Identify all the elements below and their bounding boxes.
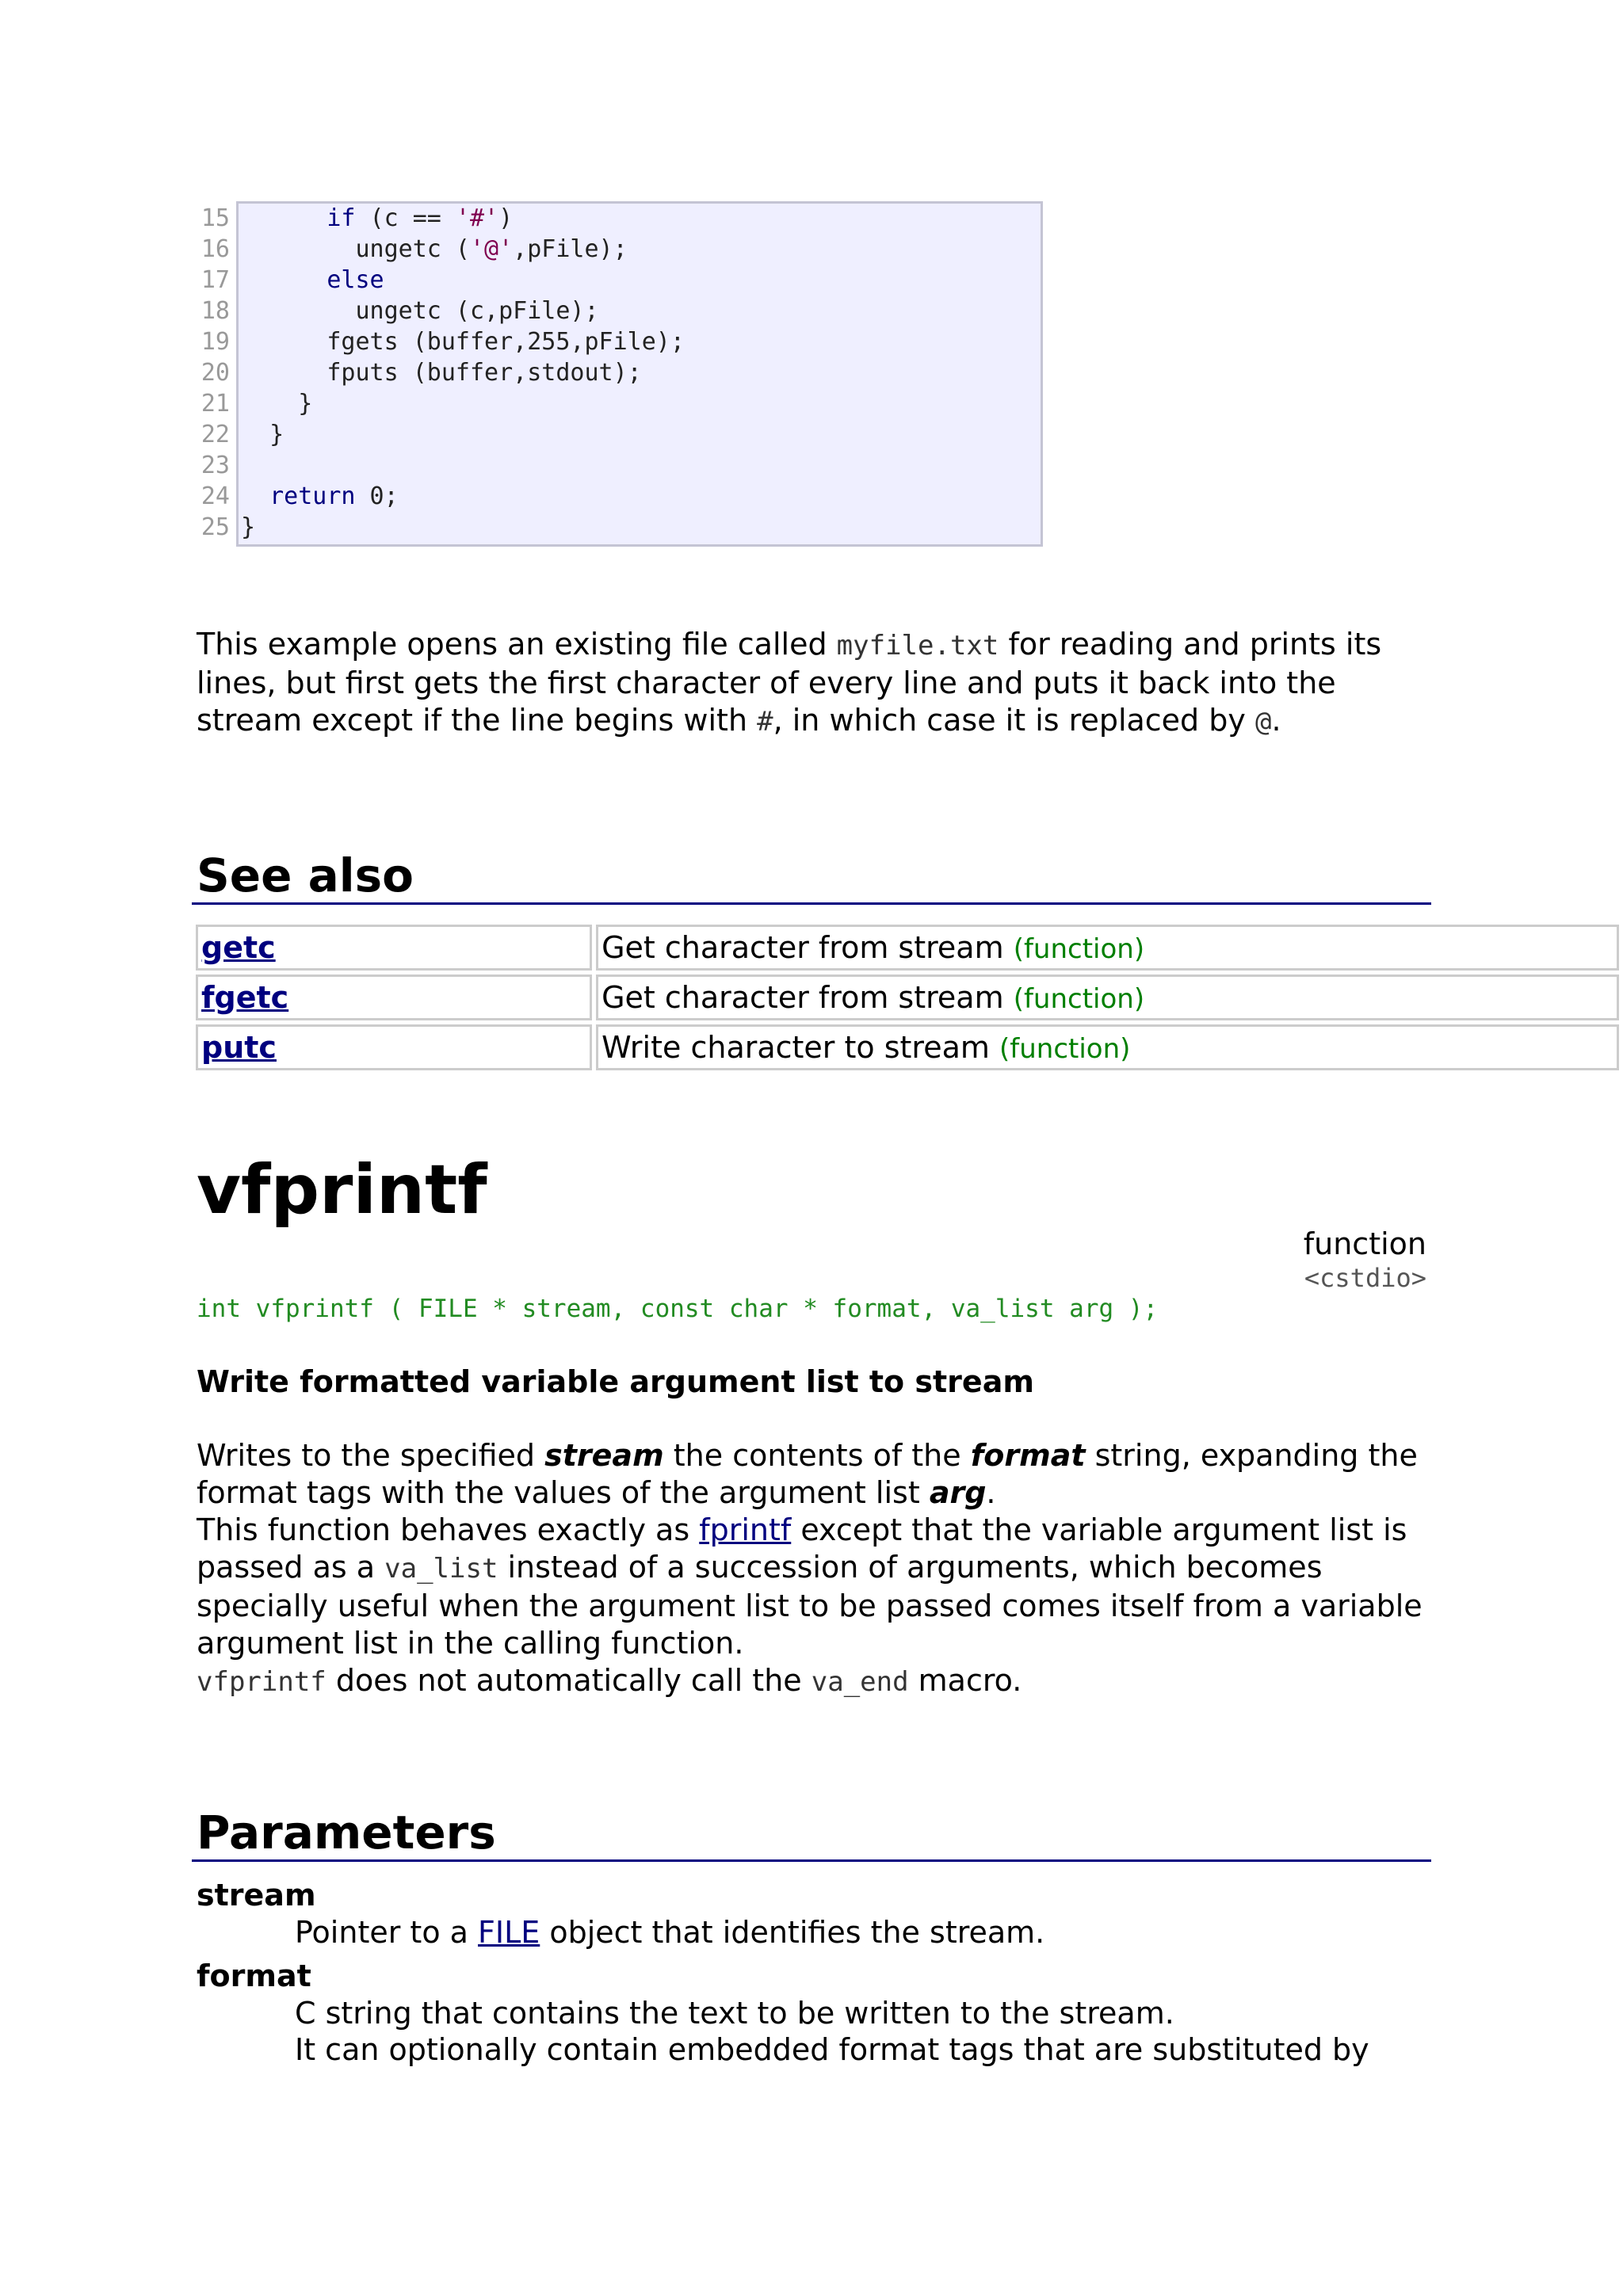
function-summary: Write formatted variable argument list to stream [197,1364,1034,1399]
row-type: (function) [1013,983,1145,1015]
function-description [197,1437,1433,1701]
row-desc: Get character from stream [601,930,1004,965]
table-row [196,974,1619,1020]
row-type: (function) [1013,933,1145,965]
function-prototype: int vfprintf ( FILE * stream, const char * format, va_list arg ); [197,1295,1159,1323]
line-number: 25 [200,513,230,541]
see-also-heading: See also [197,849,414,902]
param-format-name: format [197,1958,311,1993]
line-number: 16 [200,235,230,263]
param-stream-name: stream [197,1878,316,1913]
header-name: <cstdio> [1304,1263,1426,1293]
param-stream-desc: Pointer to a FILE object that identifies the stream. [295,1915,1045,1950]
line-number: 19 [200,328,230,356]
see-also-table [192,921,1623,1074]
table-row [196,1024,1619,1070]
desc-paragraph: vfprintf does not automatically call the va_end macro. [197,1663,1022,1698]
line-numbers [195,203,230,543]
parameters-heading: Parameters [197,1806,496,1859]
line-number: 24 [200,482,230,510]
fgetc-link[interactable]: fgetc [201,980,289,1015]
row-type: (function) [999,1033,1131,1065]
desc-paragraph: Writes to the specified stream the contents of the format string, expanding the format tags with the values of the argument list arg. [197,1438,1418,1510]
line-number: 18 [200,297,230,325]
getc-link[interactable]: getc [201,930,276,965]
line-number: 23 [200,452,230,479]
table-row [196,925,1619,971]
desc-paragraph: This function behaves exactly as fprintf except that the variable argument list is passed as a va_list instead of a succession of arguments, which becomes specially useful when the argument list to be passed comes itself from a variable argument list in the calling function. [197,1512,1423,1661]
putc-link[interactable]: putc [201,1030,277,1065]
parameters-rule [192,1859,1431,1862]
fprintf-link[interactable]: fprintf [699,1512,792,1547]
function-title: vfprintf [197,1150,487,1230]
line-number: 17 [200,266,230,294]
line-number: 22 [200,421,230,448]
param-format-desc: C string that contains the text to be written to the stream. It can optionally contain embedded format tags that are substituted by [295,1996,1369,2067]
file-link[interactable]: FILE [478,1915,540,1950]
line-number: 21 [200,390,230,418]
row-desc: Write character to stream [601,1030,990,1065]
function-kind: function [1303,1226,1426,1261]
line-number: 20 [200,359,230,387]
row-desc: Get character from stream [601,980,1004,1015]
example-description: This example opens an existing file called myfile.txt for reading and prints its lines, but first gets the first character of every line and puts it back into the stream except if the line begins with #, in which case it is replaced by @. [197,627,1382,738]
line-number: 15 [200,204,230,232]
code-listing: if (c == '#') ungetc ('@',pFile); else ungetc (c,pFile); fgets (buffer,255,pFile); fputs (buffer,stdout); } } return 0; } [241,204,685,541]
see-also-rule [192,902,1431,905]
